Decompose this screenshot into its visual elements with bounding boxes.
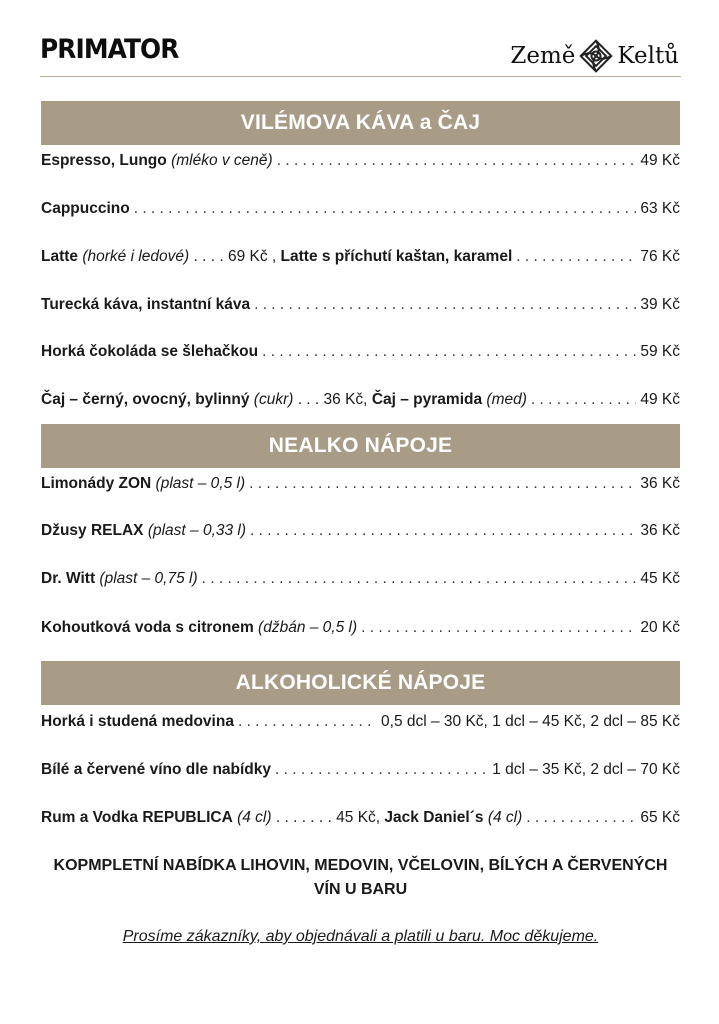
item-note-secondary: (4 cl) [487,809,523,826]
thank-you-note: Prosíme zákazníky, aby objednávali a platili u baru. Moc děkujeme. [122,928,599,945]
item-name-secondary: Čaj – pyramida [371,391,483,408]
item-name: Dr. Witt [41,570,96,587]
menu-item-latte: Latte (horké i ledové) . . . . 69 Kč , Latte s příchutí kaštan, karamel . . . 76 Kč [41,248,680,272]
item-price: 36 Kč [640,475,680,492]
item-note: (plast – 0,75 l) [99,570,198,587]
item-price: 1 dcl – 35 Kč, 2 dcl – 70 Kč [492,761,680,778]
item-note: (mléko v ceně) [171,152,273,169]
item-note: (džbán – 0,5 l) [258,619,358,636]
logo-text-zeme: Země [510,43,576,69]
menu-item-dr-witt [41,570,680,594]
item-name: Horká i studená medovina [41,713,234,730]
dot-leader [250,522,636,540]
item-note: (plast – 0,5 l) [155,475,246,492]
section-heading-soft-drinks: NEALKO NÁPOJE [41,424,680,468]
dot-leader [134,200,637,218]
item-price: 0,5 dcl – 30 Kč, 1 dcl – 45 Kč, 2 dcl – 85 Kč [381,713,680,730]
item-name: Rum a Vodka REPUBLICA [41,809,233,826]
notice-line-2: VÍN U BARU [313,881,408,898]
zeme-keltu-logo [510,38,679,74]
item-name: Turecká káva, instantní káva [41,296,251,313]
item-name-secondary: Jack Daniel´s [384,809,484,826]
item-price: 63 Kč [640,200,680,217]
item-price-secondary: 76 Kč [640,248,680,265]
dot-leader [531,391,636,409]
item-price: 36 Kč, [323,391,368,408]
item-name-secondary: Latte s příchutí kaštan, karamel [280,248,513,265]
item-note: (plast – 0,33 l) [147,522,247,539]
dot-leader [361,619,636,637]
header [0,0,719,80]
dot-leader [277,152,637,170]
item-name: Kohoutková voda s citronem [41,619,254,636]
menu-item-cappuccino [41,200,680,224]
item-name: Cappuccino [41,200,130,217]
item-separator: , [271,248,277,265]
item-name: Bílé a červené víno dle nabídky [41,761,272,778]
primator-logo: PRIMATOR [40,34,179,65]
item-price: 36 Kč [640,522,680,539]
item-price: 69 Kč [227,248,268,265]
header-divider [40,76,681,77]
section-heading-coffee: VILÉMOVA KÁVA a ČAJ [41,101,680,145]
dot-leader [254,296,636,314]
item-note-secondary: (med) [486,391,527,408]
item-price: 20 Kč [640,619,680,636]
menu-item-hot-chocolate [41,343,680,367]
dot-leader [516,248,636,266]
menu-item-turkish-coffee [41,296,680,320]
menu-item-wine [41,761,680,785]
dot-leader [238,713,377,731]
item-name: Espresso, Lungo [41,152,167,169]
item-price: 59 Kč [640,343,680,360]
notice-line-1: KOPMPLETNÍ NABÍDKA LIHOVIN, MEDOVIN, VČELOVIN, BÍLÝCH A ČERVENÝCH [53,857,668,874]
item-price: 39 Kč [640,296,680,313]
item-note: (cukr) [253,391,294,408]
menu-item-lemonade [41,475,680,499]
dot-leader [262,343,636,361]
item-price-secondary: 65 Kč [640,809,680,826]
bar-offer-notice [41,854,680,902]
menu-item-mead [41,713,680,737]
item-price: 49 Kč [640,152,680,169]
dot-leader [249,475,636,493]
menu-item-tap-water [41,619,680,643]
dot-leader [526,809,636,827]
dot-leader [202,570,637,588]
menu-item-espresso [41,152,680,176]
item-name: Latte [41,248,79,265]
item-name: Džusy RELAX [41,522,144,539]
section-heading-alcohol: ALKOHOLICKÉ NÁPOJE [41,661,680,705]
celtic-knot-icon [578,38,614,74]
item-price: 45 Kč [640,570,680,587]
item-price: 45 Kč, [336,809,381,826]
item-name: Limonády ZON [41,475,152,492]
item-name: Čaj – černý, ovocný, bylinný [41,391,250,408]
dot-leader [275,761,488,779]
item-price-secondary: 49 Kč [640,391,680,408]
item-note: (4 cl) [237,809,272,826]
logo-text-keltu: Keltů [617,43,679,69]
item-name: Horká čokoláda se šlehačkou [41,343,259,360]
item-note: (horké i ledové) [82,248,190,265]
menu-item-juice [41,522,680,546]
menu-item-rum-vodka: Rum a Vodka REPUBLICA (4 cl) . . . . . . . 45 Kč, Jack Daniel´s (4 cl) . . . 65 Kč [41,809,680,833]
menu-item-tea: Čaj – černý, ovocný, bylinný (cukr) . . . 36 Kč, Čaj – pyramida (med) . . . 49 Kč [41,391,680,415]
